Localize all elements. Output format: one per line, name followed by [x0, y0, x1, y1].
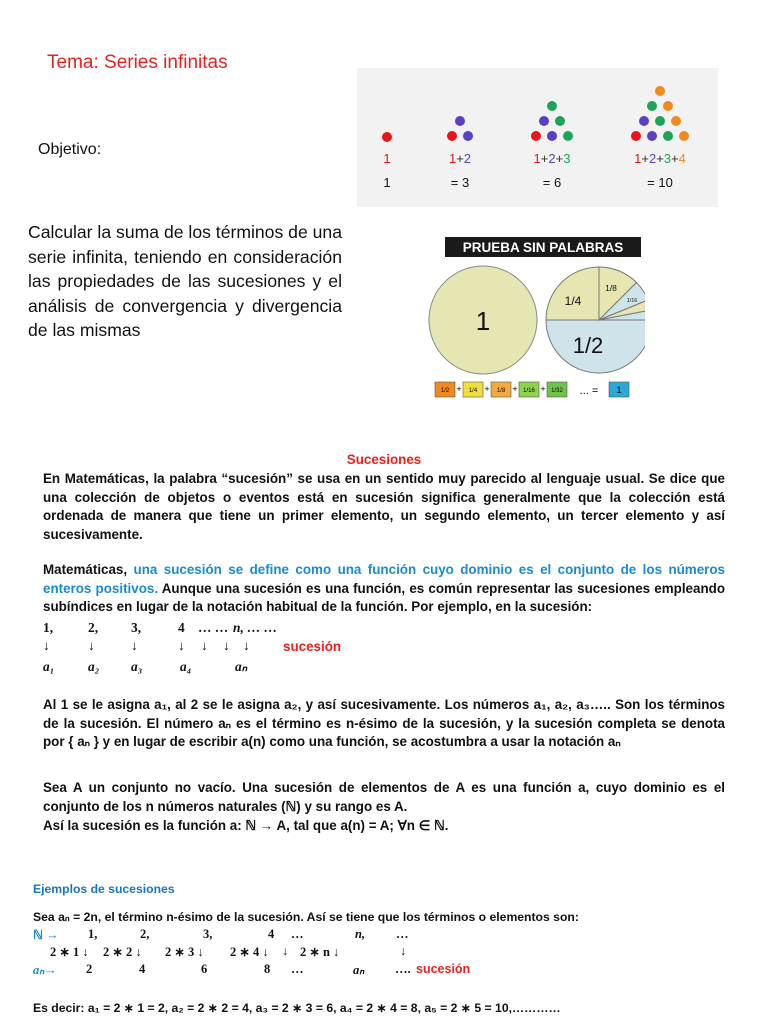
example-row-n: ℕ → 1, 2, 3, 4 … n, …: [33, 927, 409, 942]
sequence-row-terms: a₁ a₂ a₃ a₄ aₙ: [43, 659, 248, 674]
dot-group-3: [531, 101, 573, 141]
example-row-multiplication: 2 ∗ 1 ↓ 2 ∗ 2 ↓ 2 ∗ 3 ↓ 2 ∗ 4 ↓ ↓ 2 ∗ n ↓ ↓: [50, 944, 407, 959]
sequence-sucesion-label: sucesión: [283, 639, 342, 654]
proof-without-words-figure: [425, 232, 645, 407]
svg-text:+: +: [484, 384, 490, 394]
result-label-3: = 6: [542, 175, 562, 190]
triangular-numbers-figure: [357, 68, 718, 207]
sum-label-4: 1+2+3+4: [634, 151, 686, 166]
result-label-1: 1: [383, 175, 391, 190]
sixteenth-label: 1/16: [626, 298, 638, 304]
example-es-decir: Es decir: a₁ = 2 ∗ 1 = 2, a₂ = 2 ∗ 2 = 4, a₃ = 2 ∗ 3 = 6, a₄ = 2 ∗ 4 = 8, a₅ = 2 ∗ 5 = 10,…………: [33, 1001, 561, 1015]
definition-lead: Matemáticas,: [43, 562, 134, 577]
dot-group-4: [631, 86, 689, 141]
objective-text: Calcular la suma de los términos de una serie infinita, teniendo en consideración las propiedades de las sucesiones y el análisis de convergencia y divergencia de las mismas: [28, 222, 342, 340]
example-row-terms: aₙ→ 2 4 6 8 … aₙ …. sucesión: [33, 962, 471, 977]
series-result: 1: [616, 385, 622, 395]
result-label-4: = 10: [647, 175, 673, 190]
half-label: 1/2: [572, 333, 604, 358]
proof-title: PRUEBA SIN PALABRAS: [462, 240, 624, 255]
paragraph-terms: Al 1 se le asigna a₁, al 2 se le asigna a₂, y así sucesivamente. Los números a₁, a₂, a₃….. Son los términos de la sucesión. El número aₙ es el término es n-ésimo de la sucesión, y la sucesión completa se denota por { aₙ } y en lugar de escribir a(n) como una función, se acostumbra a usar la notación aₙ: [43, 697, 725, 750]
sum-label-3: 1+2+3: [533, 151, 571, 166]
section-heading-sucesiones: Sucesiones: [346, 452, 422, 467]
svg-text:+: +: [456, 384, 462, 394]
page-title: Tema: Series infinitas: [47, 52, 228, 73]
dot-group-1: [382, 132, 392, 142]
sequence-row-indices: 1, 2, 3, 4 … … n, … …: [43, 620, 278, 635]
series-box-3: 1/8: [496, 388, 506, 394]
proof-svg: [425, 232, 645, 407]
eighth-label: 1/8: [605, 283, 617, 293]
sum-label-2: 1+2: [448, 151, 472, 166]
series-box-2: 1/4: [468, 388, 478, 394]
paragraph-formal-definition: Sea A un conjunto no vacío. Una sucesión de elementos de A es una función a, cuyo dominio es el conjunto de los n números naturales (ℕ) y su rango es A.: [43, 780, 725, 814]
series-end: ... =: [579, 385, 599, 397]
svg-text:+: +: [512, 384, 518, 394]
triangular-dots-svg: [357, 68, 718, 207]
definition-rest: Aunque una sucesión es una función, es común representar las sucesiones empleando subíndices en lugar de la notación habitual de la función. Por ejemplo, en la sucesión:: [43, 580, 725, 615]
quarter-label: 1/4: [564, 294, 582, 308]
svg-text:+: +: [540, 384, 546, 394]
example-sucesion-label: sucesión: [416, 962, 471, 976]
series-box-5: 1/32: [551, 388, 563, 394]
series-box-1: 1/2: [440, 388, 450, 394]
paragraph-intro: En Matemáticas, la palabra “sucesión” se usa en un sentido muy parecido al lenguaje usual. Se dice que una colección de objetos o eventos está en sucesión significa generalmente que la colección está ordenada de manera que tiene un primer elemento, un segundo elemento, un tercer elemento y así sucesivamente.: [43, 471, 725, 542]
dot-group-2: [447, 116, 473, 141]
paragraph-function: Así la sucesión es la función a: ℕ → A, tal que a(n) = A; ∀n ∈ ℕ.: [43, 818, 449, 833]
series-boxes: [435, 382, 629, 397]
objective-label: Objetivo:: [38, 141, 102, 158]
whole-label: 1: [475, 306, 491, 336]
sum-label-1: 1: [383, 151, 391, 166]
section-heading-ejemplos: Ejemplos de sucesiones: [33, 882, 175, 896]
definition-highlight: una sucesión se define como una función cuyo dominio es el conjunto de los números enteros positivos.: [43, 562, 725, 596]
series-box-4: 1/16: [523, 388, 535, 394]
result-label-2: = 3: [450, 175, 470, 190]
paragraph-definition: [43, 561, 725, 617]
sequence-row-arrows: ↓ ↓ ↓ ↓ ↓ ↓ ↓: [43, 638, 250, 653]
example-intro: Sea aₙ = 2n, el término n-ésimo de la sucesión. Así se tiene que los términos o elementos son:: [33, 910, 579, 924]
